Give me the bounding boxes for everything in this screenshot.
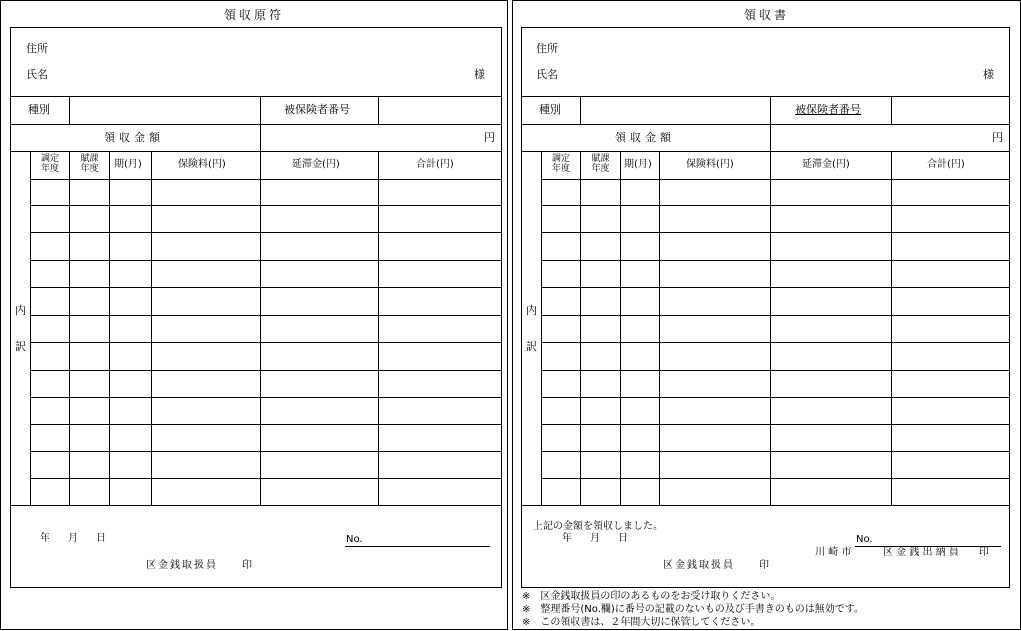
receipt-name-label: 氏名 <box>536 68 558 81</box>
receipt-breakdown-2: 訳 <box>526 340 537 353</box>
stub-col-total: 合計(円) <box>416 159 454 170</box>
receipt-name-box <box>521 27 1010 97</box>
receipt-col-assess-year: 調定 年度 <box>551 154 570 174</box>
receipt-col-levy-year: 賦課 年度 <box>591 154 610 174</box>
stub-amount-label: 領収金額 <box>104 131 164 144</box>
stub-no-line <box>345 546 490 547</box>
receipt-honorific: 様 <box>983 68 994 81</box>
stub-breakdown-1: 内 <box>15 304 26 317</box>
receipt-date-label: 年 月 日 <box>562 533 632 544</box>
stub-breakdown-2: 訳 <box>15 340 26 353</box>
stub-date-label: 年 月 日 <box>40 533 110 544</box>
receipt-cashier: 区 金 銭 出 納 員 印 <box>883 547 989 558</box>
receipt-address-label: 住所 <box>536 42 558 55</box>
receipt-no-label: No. <box>856 534 873 545</box>
receipt-yen: 円 <box>992 131 1003 144</box>
stub-yen: 円 <box>484 131 495 144</box>
stub-name-box <box>10 27 502 97</box>
stub-insured-no-label: 被保険者番号 <box>284 103 350 116</box>
receipt-breakdown-1: 内 <box>526 304 537 317</box>
stub-col-late-fee: 延滞金(円) <box>292 159 340 170</box>
receipt-col-late-fee: 延滞金(円) <box>802 159 850 170</box>
note-1: ※ 区金銭取扱員の印のあるものをお受け取りください。 <box>522 591 781 602</box>
receipt-col-premium: 保険料(円) <box>686 159 734 170</box>
stub-handler-label: 区金銭取扱員 印 <box>146 560 254 571</box>
stub-col-assess-year: 調定 年度 <box>40 154 59 174</box>
receipt-city: 川 崎 市 <box>815 547 852 558</box>
receipt-insured-no-label: 被保険者番号 <box>795 103 861 116</box>
stub-col-period: 期(月) <box>114 159 142 170</box>
receipt-col-total: 合計(円) <box>927 159 965 170</box>
stub-no-label: No. <box>346 534 363 545</box>
stub-col-levy-year: 賦課 年度 <box>80 154 99 174</box>
receipt-handler-label: 区金銭取扱員 印 <box>663 560 771 571</box>
receipt-col-period: 期(月) <box>624 159 652 170</box>
receipt-received-text: 上記の金額を領収しました。 <box>533 521 663 532</box>
stub-honorific: 様 <box>474 68 485 81</box>
receipt-title: 領収書 <box>743 8 789 22</box>
stub-name-label: 氏名 <box>26 68 48 81</box>
receipt-amount-label: 領収金額 <box>615 131 675 144</box>
receipt-type-label: 種別 <box>539 103 561 116</box>
stub-title: 領収原符 <box>223 8 284 22</box>
note-2: ※ 整理番号(No.欄)に番号の記載のないもの及び手書きのものは無効です。 <box>522 604 864 615</box>
stub-type-label: 種別 <box>28 103 50 116</box>
stub-col-premium: 保険料(円) <box>178 159 226 170</box>
note-3: ※ この領収書は、２年間大切に保管してください。 <box>522 617 761 628</box>
stub-address-label: 住所 <box>26 42 48 55</box>
